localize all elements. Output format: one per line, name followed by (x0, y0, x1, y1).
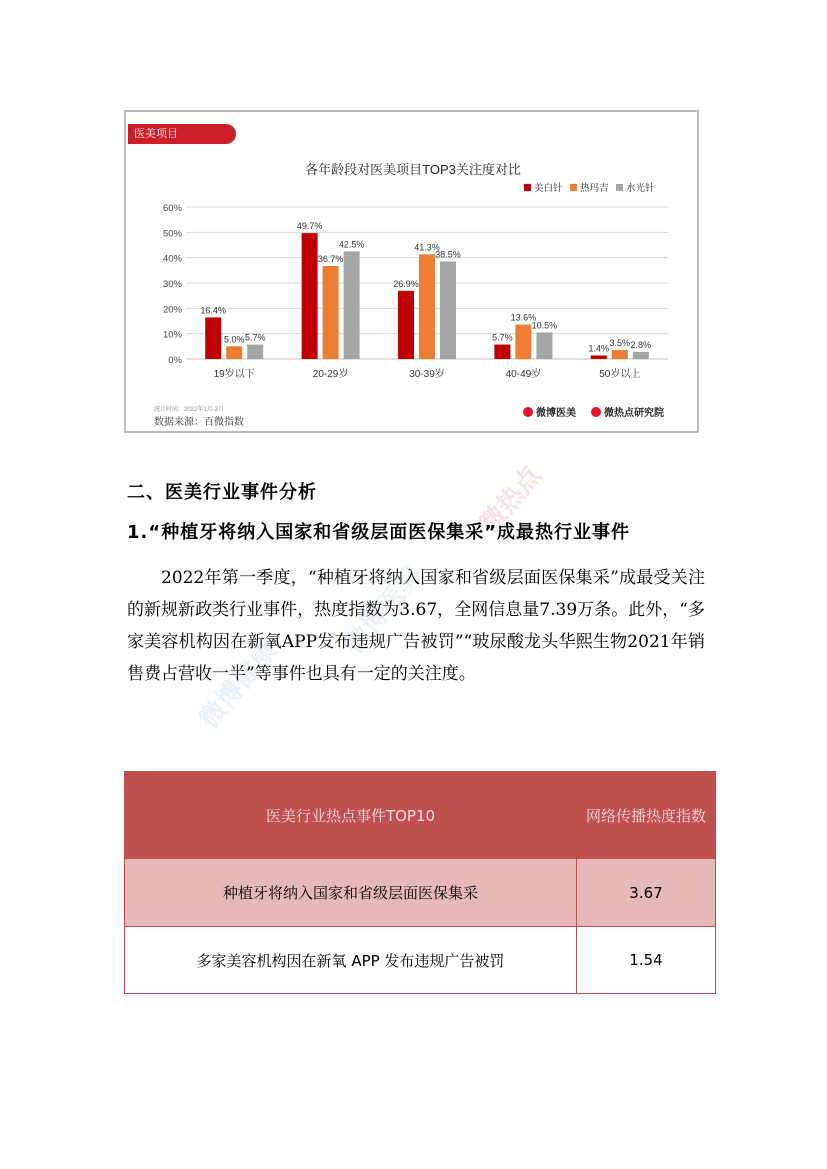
table-header-row (125, 772, 716, 859)
bar-热玛吉 (323, 266, 339, 359)
y-tick-label: 20% (162, 304, 182, 316)
legend-label-2: 水光针 (626, 183, 655, 194)
x-tick-label: 40-49岁 (505, 369, 542, 380)
event-cell: 多家美容机构因在新氧 APP 发布违规广告被罚 (125, 927, 577, 994)
bar-美白针 (591, 355, 607, 359)
legend-swatch-2 (616, 184, 623, 191)
bar-value-label: 13.6% (510, 312, 537, 323)
logo-weiredian: 微热点研究院 (604, 408, 664, 419)
legend-swatch-1 (570, 184, 577, 191)
chart-title: 各年龄段对医美项目TOP3关注度对比 (305, 162, 521, 177)
logo-weibo-yimei: 微博医美 (536, 408, 576, 419)
bar-value-label: 42.5% (338, 239, 365, 250)
bar-value-label: 49.7% (296, 221, 323, 232)
event-cell: 种植牙将纳入国家和省级层面医保集采 (125, 859, 577, 927)
x-tick-label: 20-29岁 (312, 369, 349, 380)
bar-value-label: 38.5% (435, 249, 461, 260)
bar-value-label: 41.3% (414, 242, 440, 253)
bar-水光针 (344, 251, 360, 359)
score-cell: 3.67 (577, 859, 716, 927)
bar-美白针 (494, 345, 510, 359)
bar-水光针 (440, 261, 456, 359)
header-score: 网络传播热度指数 (577, 772, 716, 859)
bar-value-label: 5.7% (244, 332, 266, 343)
bar-value-label: 3.5% (609, 338, 631, 349)
legend-swatch-0 (524, 184, 531, 191)
events-table (124, 771, 716, 994)
footnote-date: 统计时间：2022年1月-3月 (154, 407, 225, 413)
bar-热玛吉 (419, 254, 435, 359)
legend-label-0: 美白针 (534, 183, 563, 194)
bar-value-label: 26.9% (393, 278, 419, 289)
bar-value-label: 16.4% (200, 305, 226, 316)
bar-value-label: 2.8% (630, 339, 652, 350)
table-row (125, 927, 716, 994)
watermark-weiredian: 微热点 (474, 460, 548, 540)
bar-热玛吉 (612, 350, 628, 359)
bar-热玛吉 (226, 346, 242, 359)
watermark-weibo-health: 微博健康 (194, 635, 284, 735)
y-tick-label: 30% (162, 279, 182, 290)
table-row (125, 859, 716, 927)
bar-value-label: 5.7% (492, 332, 513, 343)
bar-chart (126, 112, 701, 435)
weiredian-logo-icon (591, 407, 601, 417)
watermark-weibo-yimei: 微博医美 (339, 560, 429, 660)
header-event: 医美行业热点事件TOP10 (125, 772, 577, 859)
bar-value-label: 10.5% (531, 320, 558, 331)
y-tick-label: 0% (168, 355, 182, 366)
bar-美白针 (398, 291, 414, 359)
bar-水光针 (633, 352, 649, 359)
paragraph-text: 2022年第一季度，“种植牙将纳入国家和省级层面医保集采”成最受关注的新规新政类行业事件，热度指数为3.67，全网信息量7.39万条。此外，“多家美容机构因在新氧APP发布违规广告被罚”“玻尿酸龙头华熙生物2021年销售费占营收一半”等事件也具有一定的关注度。 (127, 568, 705, 684)
y-tick-label: 10% (162, 329, 182, 341)
panel-tag: 医美项目 (128, 124, 236, 144)
section-heading: 二、医美行业事件分析 (127, 482, 317, 503)
y-tick-label: 60% (162, 203, 182, 214)
score-cell: 1.54 (577, 927, 716, 994)
y-tick-label: 40% (162, 253, 182, 265)
bar-美白针 (205, 317, 221, 359)
bar-value-label: 1.4% (588, 343, 610, 354)
x-tick-label: 50岁以上 (599, 369, 641, 380)
bar-水光针 (536, 332, 552, 359)
bar-水光针 (247, 345, 263, 359)
y-tick-label: 50% (162, 228, 182, 240)
bar-热玛吉 (515, 325, 531, 359)
chart-panel (124, 110, 699, 433)
x-tick-label: 19岁以下 (213, 369, 255, 380)
x-tick-label: 30-39岁 (409, 369, 445, 380)
bar-value-label: 5.0% (223, 334, 245, 345)
bar-美白针 (302, 233, 318, 359)
data-source: 数据来源：百微指数 (154, 417, 244, 428)
legend-label-1: 热玛吉 (580, 183, 609, 194)
section-subheading: 1.“种植牙将纳入国家和省级层面医保集采”成最热行业事件 (127, 522, 631, 543)
bar-value-label: 36.7% (317, 254, 344, 265)
weibo-logo-icon (523, 407, 533, 417)
body-paragraph (127, 562, 705, 690)
